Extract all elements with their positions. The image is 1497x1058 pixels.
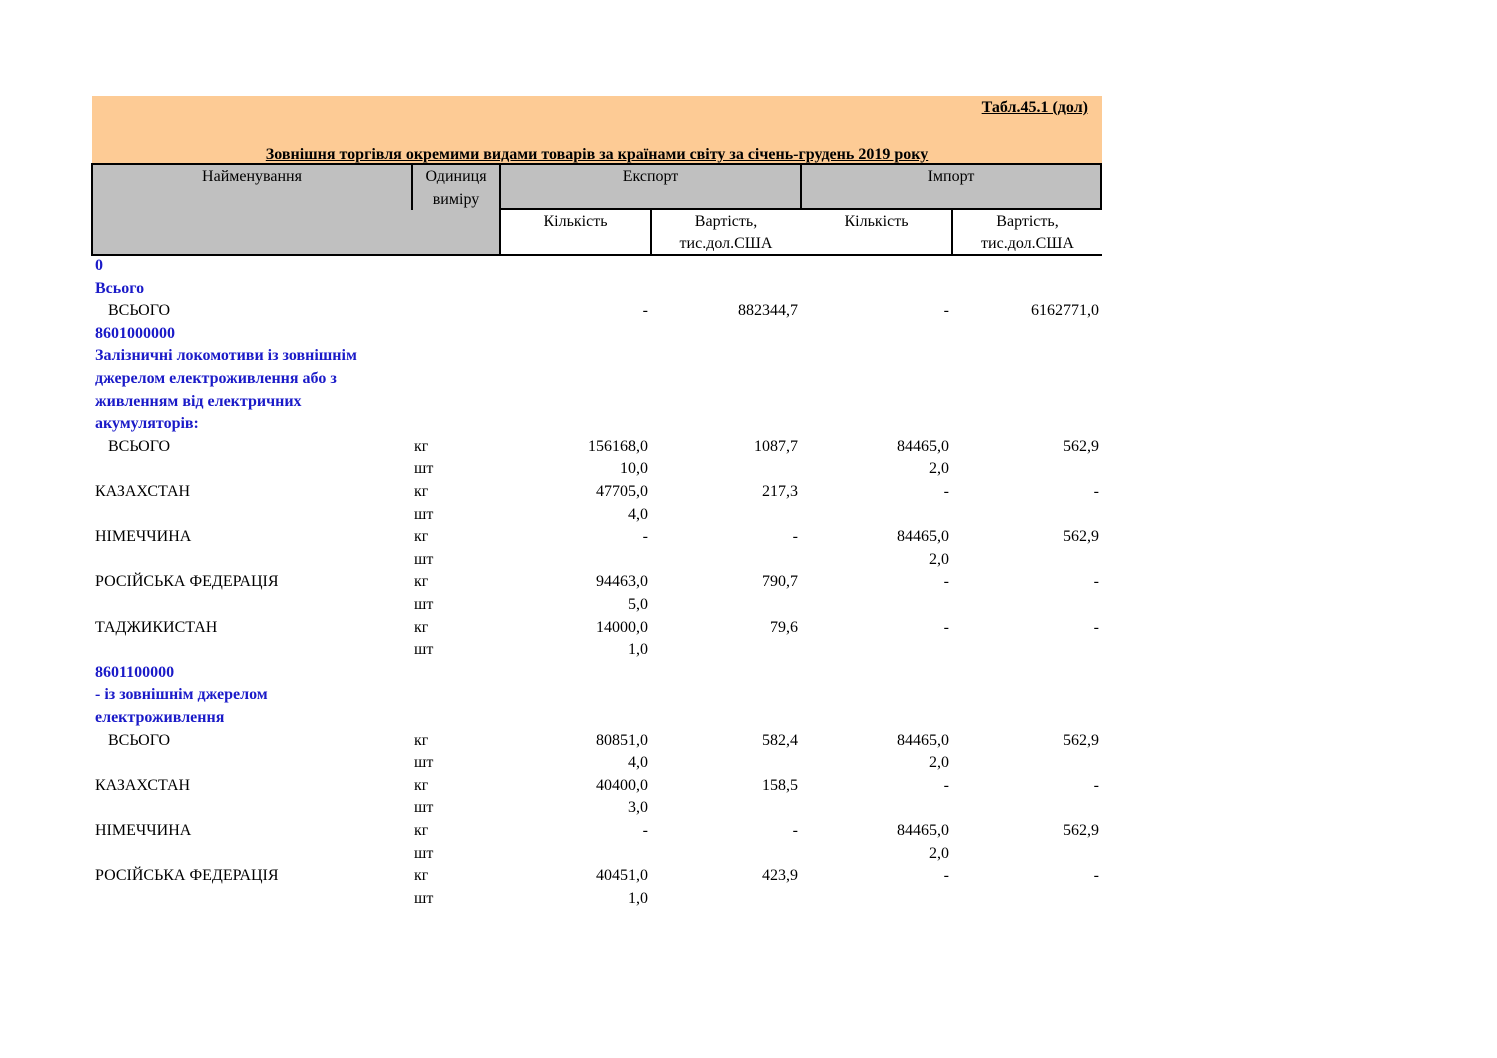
row-label: ВСЬОГО xyxy=(108,731,171,749)
import-quantity-cell: 84465,0 xyxy=(897,822,949,839)
export-value-cell: 217,3 xyxy=(762,483,798,500)
table-row xyxy=(0,458,1110,480)
export-value-cell: 882344,7 xyxy=(738,302,798,320)
export-value-cell: 790,7 xyxy=(762,573,798,591)
import-quantity-cell: - xyxy=(943,483,949,500)
table-row xyxy=(0,617,1110,639)
column-header-name: Найменування xyxy=(202,168,302,185)
table-row xyxy=(0,639,1110,661)
table-row xyxy=(0,300,1110,322)
export-quantity-cell: 4,0 xyxy=(628,505,648,523)
export-quantity-cell: 10,0 xyxy=(620,460,648,478)
unit-cell: кг xyxy=(414,867,429,885)
unit-cell: кг xyxy=(414,618,429,636)
table-row xyxy=(0,278,1110,300)
export-quantity-cell: - xyxy=(642,822,648,839)
export-quantity-cell: 40400,0 xyxy=(596,776,648,794)
section-heading: джерелом електроживлення або з xyxy=(95,370,337,387)
export-quantity-cell: - xyxy=(642,302,648,320)
table-row xyxy=(0,775,1110,797)
table-row xyxy=(0,594,1110,616)
table-row xyxy=(0,843,1110,865)
import-quantity-cell: 84465,0 xyxy=(897,437,949,455)
column-header-import-value-line1: Вартість, xyxy=(996,213,1059,230)
export-value-cell: 582,4 xyxy=(762,731,798,749)
unit-cell: кг xyxy=(414,437,429,455)
export-quantity-cell: 80851,0 xyxy=(596,731,648,749)
import-quantity-cell: 84465,0 xyxy=(897,731,949,749)
export-quantity-cell: 3,0 xyxy=(628,799,648,817)
section-heading: 8601000000 xyxy=(95,324,175,342)
import-value-cell: 6162771,0 xyxy=(1031,302,1099,320)
import-value-cell: 562,9 xyxy=(1063,437,1099,455)
table-row xyxy=(0,255,1110,277)
export-value-cell: 423,9 xyxy=(762,867,798,885)
unit-cell: шт xyxy=(414,641,434,659)
export-value-cell: - xyxy=(792,822,798,839)
unit-cell: шт xyxy=(414,550,434,568)
table-row xyxy=(0,684,1110,706)
export-value-cell: 79,6 xyxy=(770,618,798,636)
section-heading: живленням від електричних xyxy=(95,392,302,410)
section-heading: акумуляторів: xyxy=(95,415,199,433)
export-quantity-cell: 5,0 xyxy=(628,596,648,613)
column-header-export-value-line2: тис.дол.США xyxy=(679,235,773,252)
unit-cell: кг xyxy=(414,483,429,500)
import-quantity-cell: 2,0 xyxy=(929,460,949,478)
export-quantity-cell: 1,0 xyxy=(628,889,648,907)
section-heading: Залізничні локомотиви із зовнішнім xyxy=(95,347,357,365)
table-row xyxy=(0,526,1110,548)
unit-cell: шт xyxy=(414,596,434,613)
import-value-cell: - xyxy=(1093,867,1099,885)
section-heading: 8601100000 xyxy=(95,663,175,681)
import-value-cell: 562,9 xyxy=(1063,528,1099,546)
unit-cell: кг xyxy=(414,731,429,749)
table-row xyxy=(0,323,1110,345)
table-row xyxy=(0,865,1110,887)
export-quantity-cell: 40451,0 xyxy=(596,867,648,885)
unit-cell: шт xyxy=(414,754,434,772)
row-label: НІМЕЧЧИНА xyxy=(95,822,192,839)
table-row xyxy=(0,797,1110,819)
column-header-export-value-line1: Вартість, xyxy=(694,213,758,230)
title-banner xyxy=(92,96,1102,164)
table-row xyxy=(0,345,1110,367)
unit-cell: кг xyxy=(414,776,429,794)
row-label: ВСЬОГО xyxy=(108,302,171,320)
table-row xyxy=(0,730,1110,752)
import-quantity-cell: 84465,0 xyxy=(897,528,949,546)
export-quantity-cell: 47705,0 xyxy=(596,483,648,500)
column-header-unit-line2: виміру xyxy=(432,191,480,208)
column-header-import: Імпорт xyxy=(927,168,975,185)
import-quantity-cell: - xyxy=(943,573,949,591)
unit-cell: шт xyxy=(414,844,434,862)
import-quantity-cell: - xyxy=(943,867,949,885)
import-quantity-cell: 2,0 xyxy=(929,550,949,568)
export-quantity-cell: 156168,0 xyxy=(588,437,648,455)
import-quantity-cell: - xyxy=(943,618,949,636)
table-title: Зовнішня торгівля окремими видами товарів за країнами світу за січень-грудень 2019 року xyxy=(265,146,929,163)
unit-cell: шт xyxy=(414,799,434,817)
table-header xyxy=(91,163,1102,256)
table-row xyxy=(0,707,1110,729)
import-quantity-cell: - xyxy=(943,776,949,794)
table-row xyxy=(0,549,1110,571)
export-quantity-cell: 94463,0 xyxy=(596,573,648,591)
table-row xyxy=(0,820,1110,842)
column-header-export: Експорт xyxy=(622,168,679,185)
column-header-import-value-line2: тис.дол.США xyxy=(981,235,1074,252)
table-row xyxy=(0,662,1110,684)
import-value-cell: - xyxy=(1093,776,1099,794)
table-row xyxy=(0,571,1110,593)
unit-cell: кг xyxy=(414,573,429,591)
row-label: ВСЬОГО xyxy=(108,437,171,455)
export-value-cell: - xyxy=(792,528,798,546)
section-heading: - із зовнішнім джерелом xyxy=(95,686,268,704)
import-value-cell: 562,9 xyxy=(1063,731,1099,749)
export-quantity-cell: 1,0 xyxy=(628,641,648,659)
import-quantity-cell: - xyxy=(943,302,949,320)
unit-cell: шт xyxy=(414,460,434,478)
import-value-cell: - xyxy=(1093,573,1099,591)
unit-cell: шт xyxy=(414,889,434,907)
column-header-export-qty: Кількість xyxy=(543,213,608,230)
table-row xyxy=(0,391,1110,413)
table-row xyxy=(0,752,1110,774)
row-label: КАЗАХСТАН xyxy=(95,483,191,500)
import-quantity-cell: 2,0 xyxy=(929,754,949,772)
unit-cell: шт xyxy=(414,505,434,523)
row-label: РОСІЙСЬКА ФЕДЕРАЦІЯ xyxy=(95,573,279,591)
import-value-cell: 562,9 xyxy=(1063,822,1099,839)
column-header-import-qty: Кількість xyxy=(844,213,909,230)
export-value-cell: 1087,7 xyxy=(754,437,798,455)
table-row xyxy=(0,504,1110,526)
table-row xyxy=(0,888,1110,910)
table-reference: Табл.45.1 (дол) xyxy=(981,99,1088,116)
table-row xyxy=(0,481,1110,503)
column-header-unit-line1: Одиниця xyxy=(425,168,487,185)
row-label: РОСІЙСЬКА ФЕДЕРАЦІЯ xyxy=(95,867,279,885)
unit-cell: кг xyxy=(414,528,429,546)
row-label: ТАДЖИКИСТАН xyxy=(95,618,218,636)
table-row xyxy=(0,368,1110,390)
export-value-cell: 158,5 xyxy=(762,776,798,794)
section-heading: Всього xyxy=(95,279,145,297)
import-quantity-cell: 2,0 xyxy=(929,844,949,862)
unit-cell: кг xyxy=(414,822,429,839)
export-quantity-cell: 14000,0 xyxy=(596,618,648,636)
row-label: КАЗАХСТАН xyxy=(95,776,191,794)
export-quantity-cell: 4,0 xyxy=(628,754,648,772)
table-row xyxy=(0,436,1110,458)
import-value-cell: - xyxy=(1093,483,1099,500)
row-label: НІМЕЧЧИНА xyxy=(95,528,192,546)
import-value-cell: - xyxy=(1093,618,1099,636)
table-row xyxy=(0,413,1110,435)
export-quantity-cell: - xyxy=(642,528,648,546)
section-heading: 0 xyxy=(95,257,103,274)
section-heading: електроживлення xyxy=(95,709,225,726)
